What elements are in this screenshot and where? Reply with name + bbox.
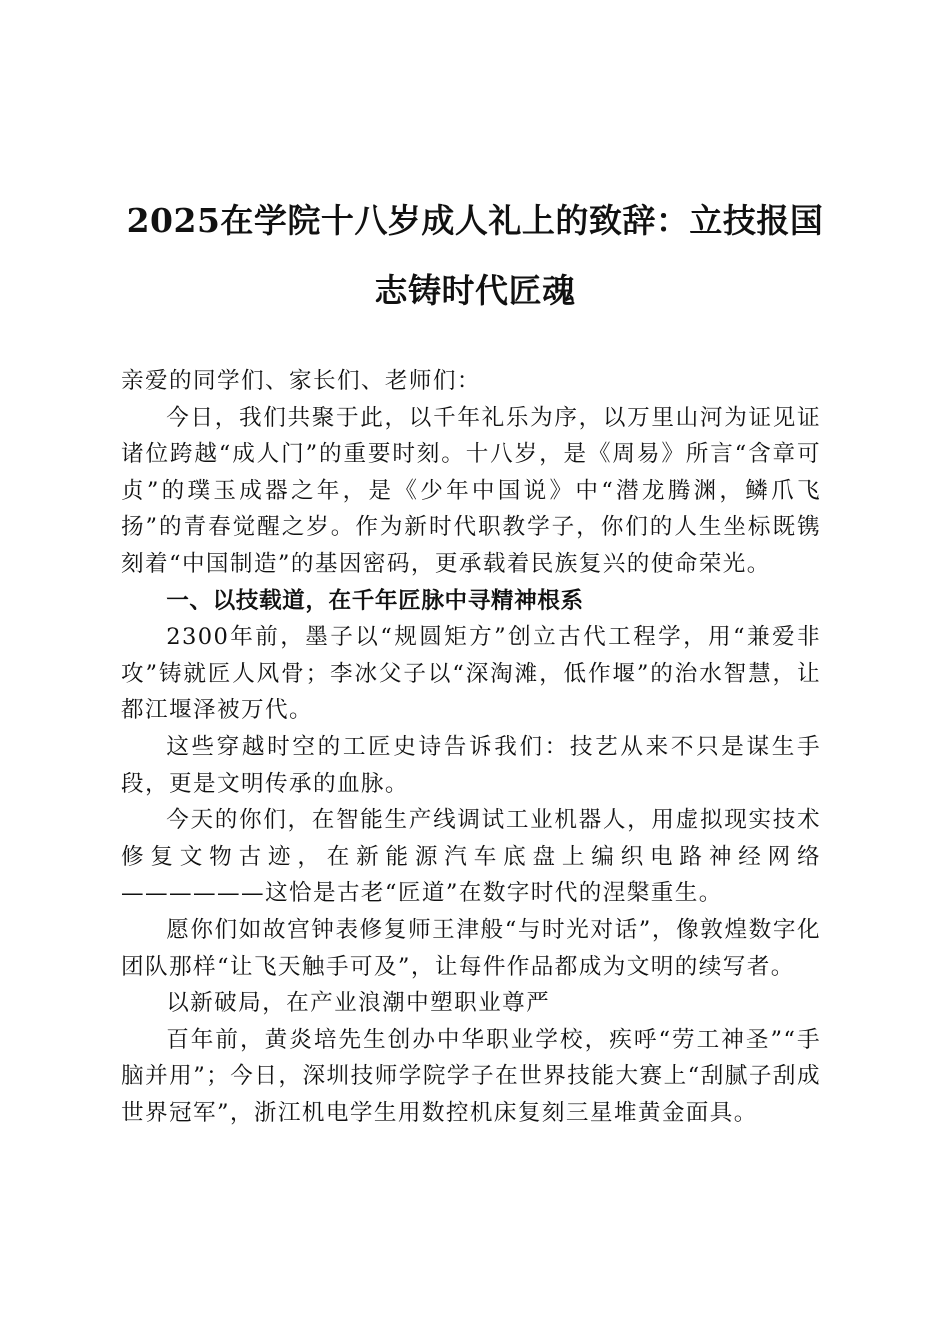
paragraph-lesson: 这些穿越时空的工匠史诗告诉我们：技艺从来不只是谋生手段，更是文明传承的血脉。 (121, 733, 821, 797)
paragraph-wish: 愿你们如故宫钟表修复师王津般“与时光对话”，像敦煌数字化团队那样“让飞天触手可及”，让每件作品都成为文明的续写者。 (121, 916, 821, 980)
section-heading-1: 一、以技载道，在千年匠脉中寻精神根系 (166, 587, 584, 614)
paragraph-today: 今天的你们，在智能生产线调试工业机器人，用虚拟现实技术修复文物古迹，在新能源汽车底盘上编织电路神经网络——————这恰是古老“匠道”在数字时代的涅槃重生。 (121, 807, 821, 907)
document-title: 2025在学院十八岁成人礼上的致辞：立技报国志铸时代匠魂 (126, 201, 824, 310)
salutation: 亲爱的同学们、家长们、老师们： (121, 368, 481, 394)
paragraph-intro: 今日，我们共聚于此，以千年礼乐为序，以万里山河为证见证诸位跨越“成人门”的重要时刻。十八岁，是《周易》所言“含章可贞”的璞玉成器之年，是《少年中国说》中“潜龙腾渊，鳞爪飞扬”的青春觉醒之岁。作为新时代职教学子，你们的人生坐标既镌刻着“中国制造”的基因密码，更承载着民族复兴的使命荣光。 (121, 404, 821, 577)
paragraph-century: 百年前，黄炎培先生创办中华职业学校，疾呼“劳工神圣”“手脑并用”；今日，深圳技师学院学子在世界技能大赛上“刮腻子刮成世界冠军”，浙江机电学生用数控机床复刻三星堆黄金面具。 (121, 1026, 821, 1126)
section-heading-2: 以新破局，在产业浪潮中塑职业尊严 (166, 990, 551, 1017)
document-body (121, 363, 821, 1131)
paragraph-history: 2300年前，墨子以“规圆矩方”创立古代工程学，用“兼爱非攻”铸就匠人风骨；李冰父子以“深淘滩，低作堰”的治水智慧，让都江堰泽被万代。 (121, 624, 821, 724)
